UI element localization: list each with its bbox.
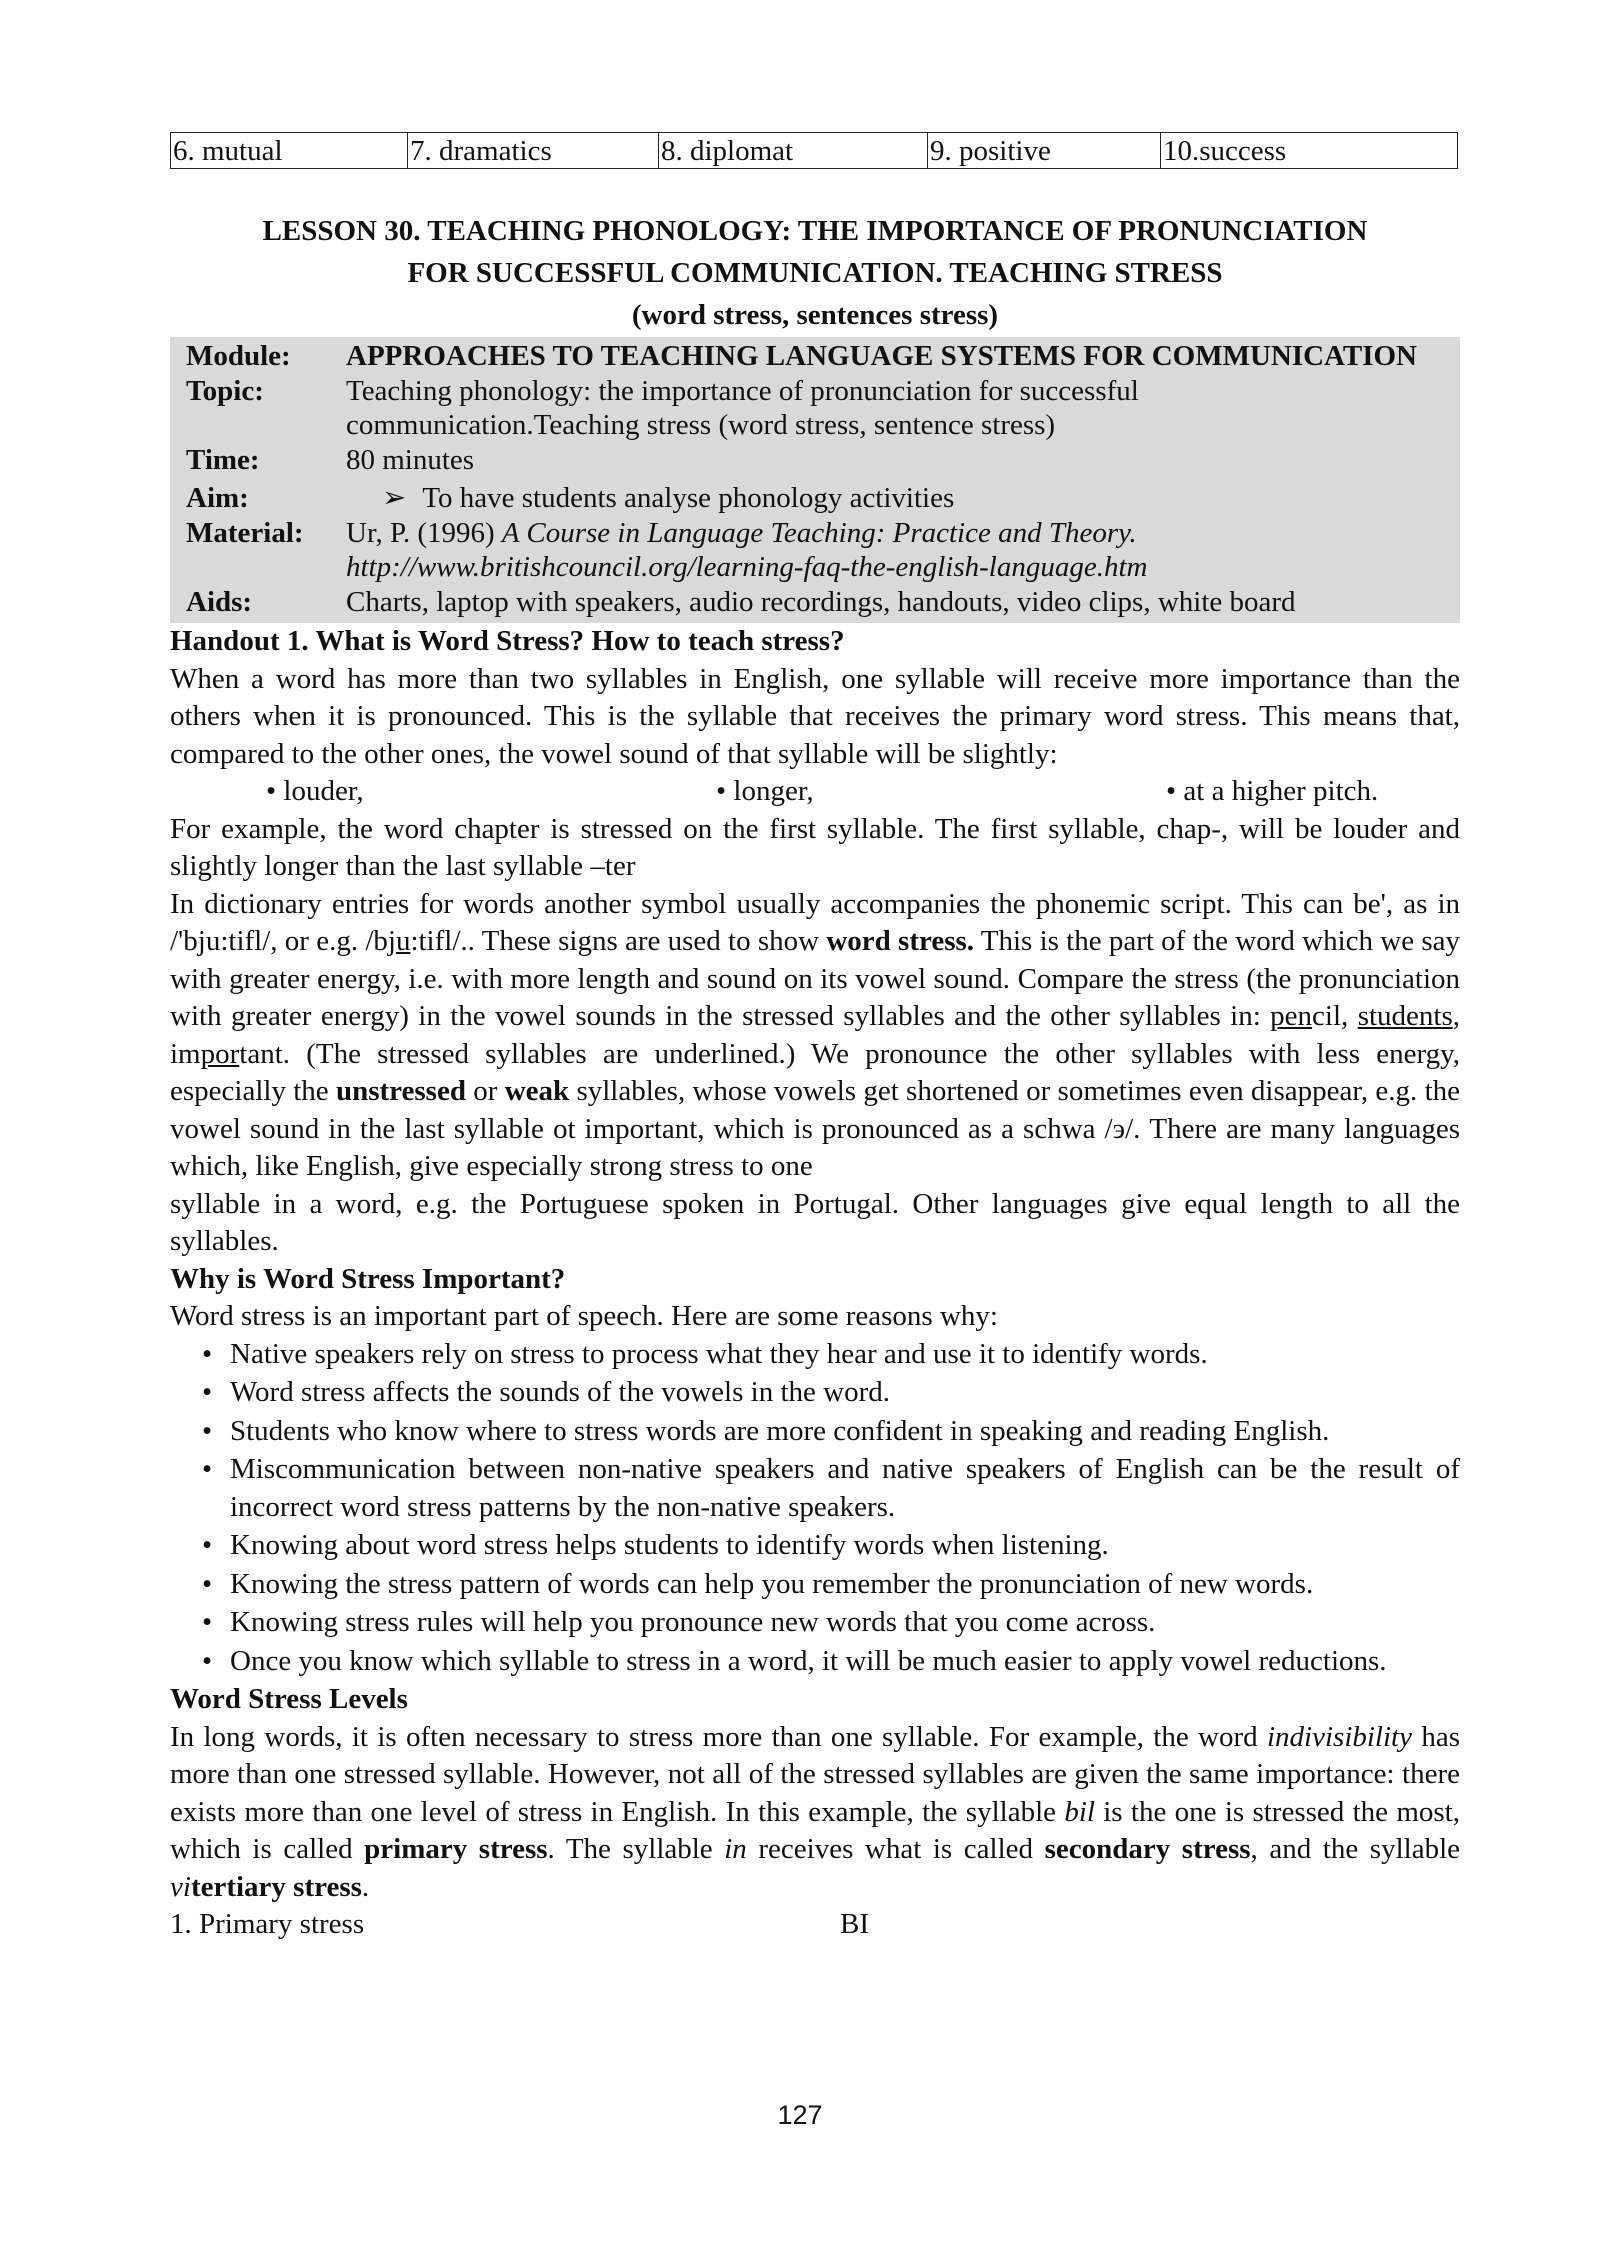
table-row <box>171 133 1458 169</box>
list-item: • Native speakers rely on stress to process what they hear and use it to identify words. <box>170 1336 1460 1374</box>
table-cell: 8. diplomat <box>659 133 928 169</box>
bullet-icon: • <box>266 775 277 807</box>
bullet-icon: • <box>1166 775 1177 807</box>
bullet-icon: • <box>202 1529 213 1561</box>
bullet-icon: • <box>202 1376 213 1408</box>
list-item: • Word stress affects the sounds of the vowels in the word. <box>170 1374 1460 1412</box>
arrow-bullet-icon: ➢ <box>382 482 407 514</box>
exercise-word-table <box>170 132 1458 169</box>
lesson-subtitle: (word stress, sentences stress) <box>631 299 999 331</box>
page-number: 127 <box>777 2100 823 2130</box>
list-item: • louder, <box>266 773 716 811</box>
list-item: • Students who know where to stress words are more confident in speaking and reading English. <box>170 1413 1460 1451</box>
table-cell: 10.success <box>1161 133 1458 169</box>
bullet-icon: • <box>202 1606 213 1638</box>
bullet-icon: • <box>202 1644 213 1677</box>
paragraph: When a word has more than two syllables in English, one syllable will receive more importance than the others when it is pronounced. This is the syllable that receives the primary word stress. This means that, compared to the other ones, the vowel sound of that syllable will be slightly: <box>170 662 1460 770</box>
primary-stress-line: 1. Primary stress BI <box>170 1908 869 1940</box>
paragraph: In dictionary entries for words another symbol usually accompanies the phonemic script. This can be', as in /'bju:tifl/, or e.g. /bju:tifl/.. These signs are used to show word stress. This is the part of the word which we say with greater energy, i.e. with more length and sound on its vowel sound. Compare the stress (the pronunciation with greater energy) in the vowel sounds in the stressed syllables and the other syllables in: pencil, students, important. (The stressed syllables are underlined.) We pronounce the other syllables with less energy, especially the unstressed or weak syllables, whose vowels get shortened or sometimes even disappear, e.g. the vowel sound in the last syllable ot important, which is pronounced as a schwa /э/. There are many languages which, like English, give especially strong stress to one <box>170 887 1460 1182</box>
list-item: • Miscommunication between non-native speakers and native speakers of English can be the result of incorrect word stress patterns by the non-native speakers. <box>202 1453 1460 1523</box>
paragraph: Word stress is an important part of speech. Here are some reasons why: <box>170 1300 998 1332</box>
bullet-icon: • <box>202 1453 213 1485</box>
list-item: • Knowing stress rules will help you pronounce new words that you come across. <box>170 1604 1460 1642</box>
paragraph: For example, the word chapter is stressed on the first syllable. The first syllable, chap-, will be louder and slightly longer than the last syllable –ter <box>170 812 1460 882</box>
table-cell: 7. dramatics <box>408 133 659 169</box>
list-item: • Knowing about word stress helps students to identify words when listening. <box>170 1527 1460 1565</box>
reasons-list <box>170 1336 1460 1681</box>
document-page <box>170 132 1460 1944</box>
topic-row: Topic: Teaching phonology: the importance of pronunciation for successful communication.Teaching stress (word stress, sentence stress) <box>186 374 1139 441</box>
module-row: Module: APPROACHES TO TEACHING LANGUAGE SYSTEMS FOR COMMUNICATION <box>186 340 1417 372</box>
material-row: Material: Ur, P. (1996) A Course in Language Teaching: Practice and Theory. http://www.britishcouncil.org/learning-faq-the-english-language.htm <box>170 516 1460 585</box>
list-item: • longer, <box>716 773 1166 811</box>
table-cell: 9. positive <box>928 133 1161 169</box>
bullet-icon: • <box>716 775 727 807</box>
paragraph: In long words, it is often necessary to stress more than one syllable. For example, the word indivisibility has more than one stressed syllable. However, not all of the stressed syllables are given the same importance: there exists more than one level of stress in English. In this example, the syllable bil is the one is stressed the most, which is called primary stress. The syllable in receives what is called secondary stress, and the syllable vitertiary stress. <box>170 1720 1460 1903</box>
levels-heading: Word Stress Levels <box>170 1683 408 1715</box>
aim-row: Aim: ➢ To have students analyse phonology activities <box>186 482 955 514</box>
lesson-title: LESSON 30. TEACHING PHONOLOGY: THE IMPORTANCE OF PRONUNCIATION FOR SUCCESSFUL COMMUNICATION. TEACHING STRESS <box>262 215 1368 289</box>
aids-row: Aids: Charts, laptop with speakers, audio recordings, handouts, video clips, white board <box>186 585 1296 618</box>
stress-features-list <box>170 773 1460 811</box>
bullet-icon: • <box>202 1567 213 1600</box>
paragraph: syllable in a word, e.g. the Portuguese spoken in Portugal. Other languages give equal length to all the syllables. <box>170 1187 1460 1257</box>
table-cell: 6. mutual <box>171 133 408 169</box>
list-item: • at a higher pitch. <box>1166 773 1378 811</box>
time-row: Time: 80 minutes <box>186 443 475 476</box>
why-heading: Why is Word Stress Important? <box>170 1262 566 1295</box>
list-item: • Knowing the stress pattern of words can help you remember the pronunciation of new words. <box>170 1566 1460 1604</box>
lesson-info-box <box>170 337 1460 623</box>
bullet-icon: • <box>202 1414 213 1447</box>
list-item: • Once you know which syllable to stress in a word, it will be much easier to apply vowel reductions. <box>170 1643 1460 1681</box>
material-url: http://www.britishcouncil.org/learning-faq-the-english-language.htm <box>346 551 1148 583</box>
bullet-icon: • <box>202 1337 213 1370</box>
material-title: A Course in Language Teaching: Practice and Theory. <box>501 516 1137 549</box>
handout-heading: Handout 1. What is Word Stress? How to teach stress? <box>170 625 845 657</box>
